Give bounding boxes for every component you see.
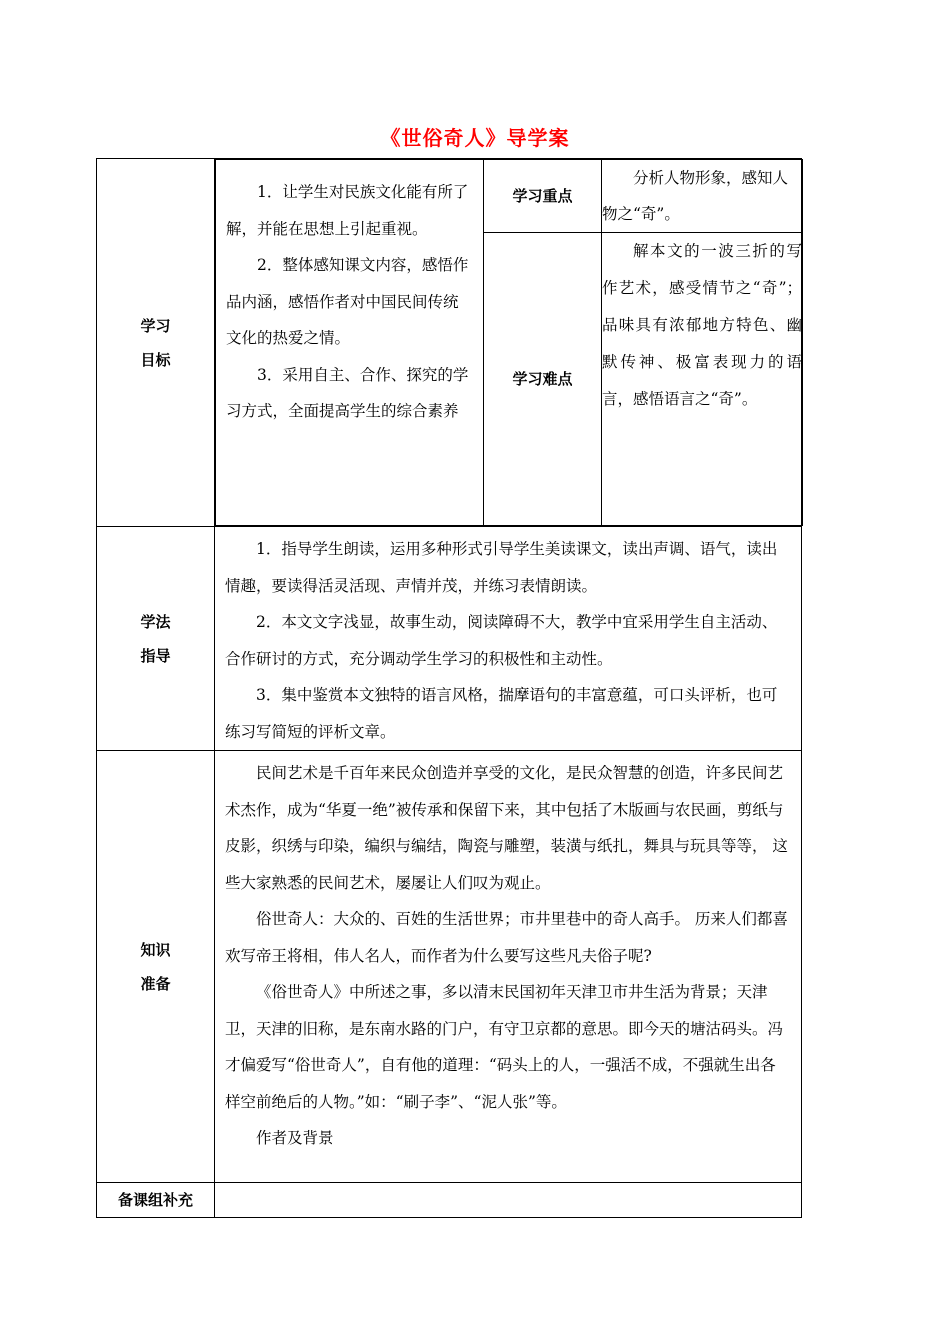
knowledge-content <box>215 751 802 1183</box>
objectives-label-line1: 学习 <box>140 316 171 335</box>
knowledge-paragraph: 民间艺术是千百年来民众创造并享受的文化，是民众智慧的创造，许多民间艺术杰作，成为“华夏一绝”被传承和保留下来，其中包括了木版画与农民画，剪纸与皮影，织绣与印染，编织与编结，陶瓷与雕塑，装潢与纸扎，舞具与玩具等等， 这些大家熟悉的民间艺术，屡屡让人们叹为观止。 <box>225 764 788 892</box>
objective-item: 1．让学生对民族文化能有所了解，并能在思想上引起重视。 <box>226 183 469 238</box>
objectives-inner-table <box>215 159 803 526</box>
method-item: 2．本文文字浅显，故事生动，阅读障碍不大，教学中宜采用学生自主活动、合作研讨的方式，充分调动学生学习的积极性和主动性。 <box>225 613 778 668</box>
objectives-list <box>216 160 484 526</box>
objectives-label <box>97 159 215 527</box>
method-content <box>215 527 802 751</box>
knowledge-label-line2: 准备 <box>140 974 171 993</box>
objective-item: 2．整体感知课文内容，感悟作品内涵，感悟作者对中国民间传统文化的热爱之情。 <box>226 256 469 347</box>
difficulty-text-cell <box>602 233 803 526</box>
difficulty-label: 学习难点 <box>484 233 602 526</box>
knowledge-paragraph: 作者及背景 <box>256 1129 334 1147</box>
objectives-label-line2: 目标 <box>140 350 171 369</box>
supplement-content[interactable] <box>215 1183 802 1218</box>
method-label-line2: 指导 <box>140 646 171 665</box>
knowledge-paragraph: 《俗世奇人》中所述之事，多以清末民国初年天津卫市井生活为背景；天津卫，天津的旧称，是东南水路的门户，有守卫京都的意思。即今天的塘沽码头。冯才偏爱写“俗世奇人”，自有他的道理：“码头上的人，一强活不成，不强就生出各样空前绝后的人物。”如：“刷子李”、“泥人张”等。 <box>225 983 784 1111</box>
knowledge-paragraph: 俗世奇人：大众的、百姓的生活世界；市井里巷中的奇人高手。 历来人们都喜欢写帝王将相，伟人名人，而作者为什么要写这些凡夫俗子呢? <box>225 910 788 965</box>
key-point-label: 学习重点 <box>484 160 602 233</box>
supplement-label: 备课组补充 <box>97 1183 215 1218</box>
page-title: 《世俗奇人》导学案 <box>380 126 570 150</box>
guide-table <box>96 158 802 1218</box>
knowledge-label <box>97 751 215 1183</box>
objective-item: 3．采用自主、合作、探究的学习方式，全面提高学生的综合素养 <box>226 365 469 420</box>
objectives-cell <box>215 159 802 527</box>
key-point-text: 分析人物形象，感知人物之“奇”。 <box>602 160 803 233</box>
method-label <box>97 527 215 751</box>
method-label-line1: 学法 <box>140 612 171 631</box>
knowledge-label-line1: 知识 <box>140 940 171 959</box>
difficulty-text: 解本文的一波三折的写作艺术，感受情节之“奇”；品味具有浓郁地方特色、幽默传神、极富表现力的语言，感悟语言之“奇”。 <box>602 242 802 408</box>
method-item: 1．指导学生朗读，运用多种形式引导学生美读课文，读出声调、语气，读出情趣，要读得活灵活现、声情并茂，并练习表情朗读。 <box>225 540 778 595</box>
method-item: 3．集中鉴赏本文独特的语言风格，揣摩语句的丰富意蕴，可口头评析，也可练习写简短的评析文章。 <box>225 686 778 741</box>
